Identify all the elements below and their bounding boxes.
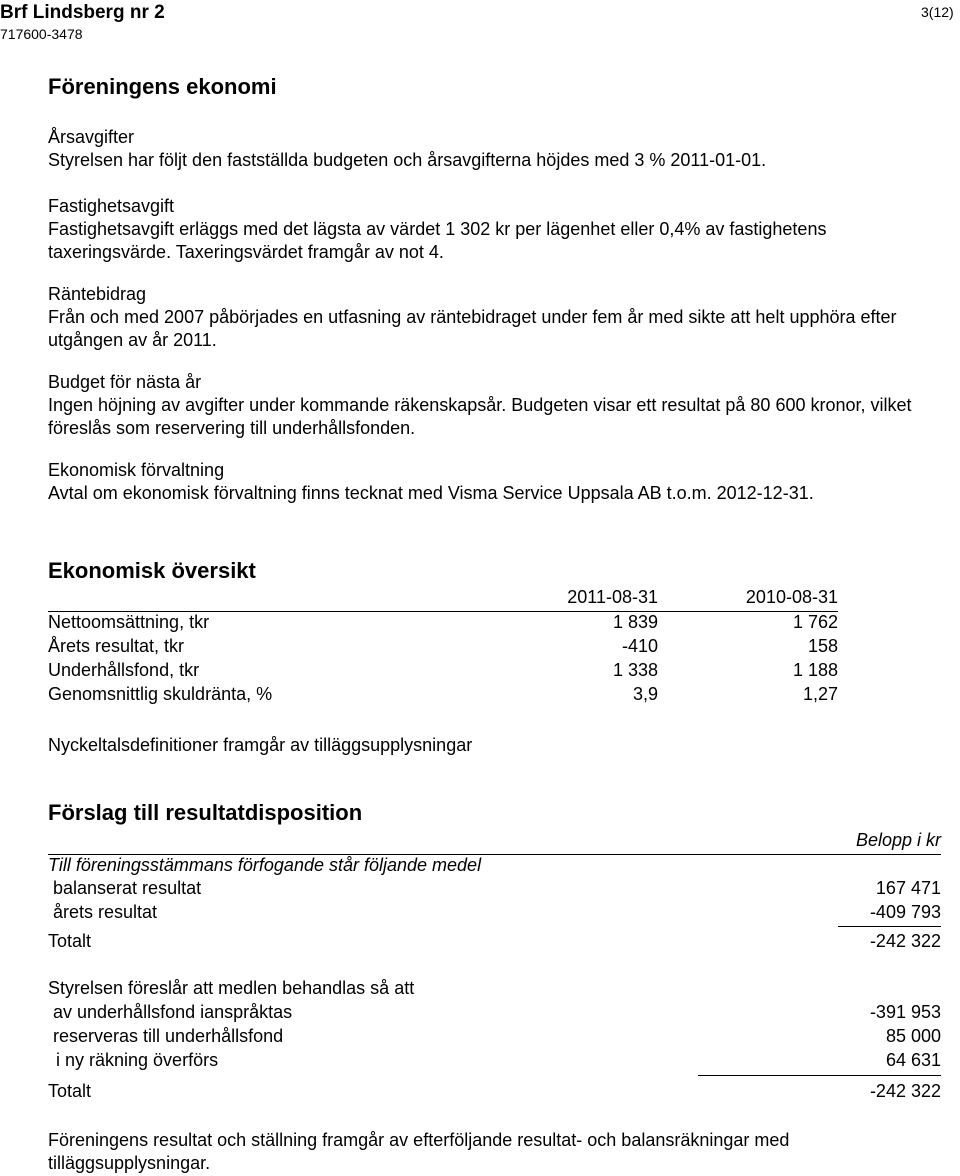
section-heading: Räntebidrag	[48, 284, 147, 304]
item-label: reserveras till underhållsfond	[53, 1026, 284, 1046]
total-row	[48, 1081, 941, 1105]
sum-divider	[838, 926, 941, 927]
total-row	[48, 931, 941, 955]
overview-title: Ekonomisk översikt	[48, 558, 256, 583]
section-heading: Budget för nästa år	[48, 372, 202, 392]
table-row	[48, 660, 838, 684]
list-item	[48, 902, 941, 926]
total-value: -242 322	[869, 931, 941, 951]
row-value: 1,27	[802, 684, 838, 704]
section-heading: Fastighetsavgift	[48, 196, 175, 216]
section-budget	[48, 371, 948, 440]
total-label: Totalt	[48, 931, 92, 951]
item-label: i ny räkning överförs	[56, 1050, 219, 1070]
row-value: 1 188	[792, 660, 838, 680]
total-label: Totalt	[48, 1081, 92, 1101]
section-annual-fees	[48, 126, 948, 172]
row-value: 1 762	[792, 612, 838, 632]
column-header: 2010-08-31	[745, 587, 838, 607]
list-item	[48, 1050, 941, 1074]
table-row	[48, 684, 838, 708]
overview-table	[48, 587, 838, 708]
section-text: Ingen höjning av avgifter under kommande räkenskapsår. Budgeten visar ett resultat på 80 600 kronor, vilket föreslås som reservering till underhållsfonden.	[48, 395, 912, 438]
organization-name: Brf Lindsberg nr 2	[0, 2, 165, 23]
row-value: -410	[621, 636, 658, 656]
row-label: Underhållsfond, tkr	[48, 660, 200, 680]
disposition-footer: Föreningens resultat och ställning framgår av efterföljande resultat- och balansräkningar med tilläggsupplysningar.	[48, 1130, 790, 1173]
item-value: 167 471	[875, 878, 941, 898]
table-row	[48, 612, 838, 636]
row-value: 1 338	[612, 660, 658, 680]
disposition-table	[48, 830, 941, 1130]
section-text: Styrelsen har följt den fastställda budgeten och årsavgifterna höjdes med 3 % 2011-01-01.	[48, 150, 767, 170]
item-label: av underhållsfond ianspråktas	[53, 1002, 293, 1022]
row-value: 1 839	[612, 612, 658, 632]
row-label: Nettoomsättning, tkr	[48, 612, 210, 632]
section-property-fee	[48, 195, 948, 264]
section-text: Från och med 2007 påbörjades en utfasning av räntebidraget under fem år med sikte att helt upphöra efter utgången av år 2011.	[48, 307, 897, 350]
sum-divider	[698, 1075, 941, 1076]
section-text: Avtal om ekonomisk förvaltning finns tecknat med Visma Service Uppsala AB t.o.m. 2012-12-31.	[48, 483, 814, 503]
row-value: 3,9	[632, 684, 658, 704]
overview-note: Nyckeltalsdefinitioner framgår av tilläggsupplysningar	[48, 735, 473, 755]
table-row	[48, 636, 838, 660]
row-value: 158	[807, 636, 838, 656]
section-management	[48, 459, 948, 505]
organization-number: 717600-3478	[0, 26, 83, 42]
section-text: Fastighetsavgift erläggs med det lägsta av värdet 1 302 kr per lägenhet eller 0,4% av fastighetens taxeringsvärde. Taxeringsvärdet framgår av not 4.	[48, 219, 827, 262]
overview-header-row	[48, 587, 838, 612]
page-number: 3(12)	[921, 4, 954, 20]
row-label: Genomsnittlig skuldränta, %	[48, 684, 273, 704]
list-item	[48, 878, 941, 902]
section-heading: Ekonomisk förvaltning	[48, 460, 225, 480]
item-value: -409 793	[869, 902, 941, 922]
disposition-title: Förslag till resultatdisposition	[48, 800, 363, 825]
list-item	[48, 1026, 941, 1050]
item-label: årets resultat	[53, 902, 158, 922]
row-label: Årets resultat, tkr	[48, 636, 185, 656]
section-interest-subsidy	[48, 283, 948, 352]
proposal-intro: Styrelsen föreslår att medlen behandlas så att	[48, 978, 415, 998]
total-value: -242 322	[869, 1081, 941, 1101]
item-value: -391 953	[869, 1002, 941, 1022]
column-header: 2011-08-31	[567, 587, 658, 607]
economy-title: Föreningens ekonomi	[48, 74, 277, 99]
item-value: 64 631	[885, 1050, 941, 1070]
disposition-intro: Till föreningsstämmans förfogande står följande medel	[48, 855, 482, 875]
item-value: 85 000	[885, 1026, 941, 1046]
item-label: balanserat resultat	[53, 878, 202, 898]
amount-header: Belopp i kr	[855, 830, 941, 850]
section-heading: Årsavgifter	[48, 127, 135, 147]
list-item	[48, 1002, 941, 1026]
